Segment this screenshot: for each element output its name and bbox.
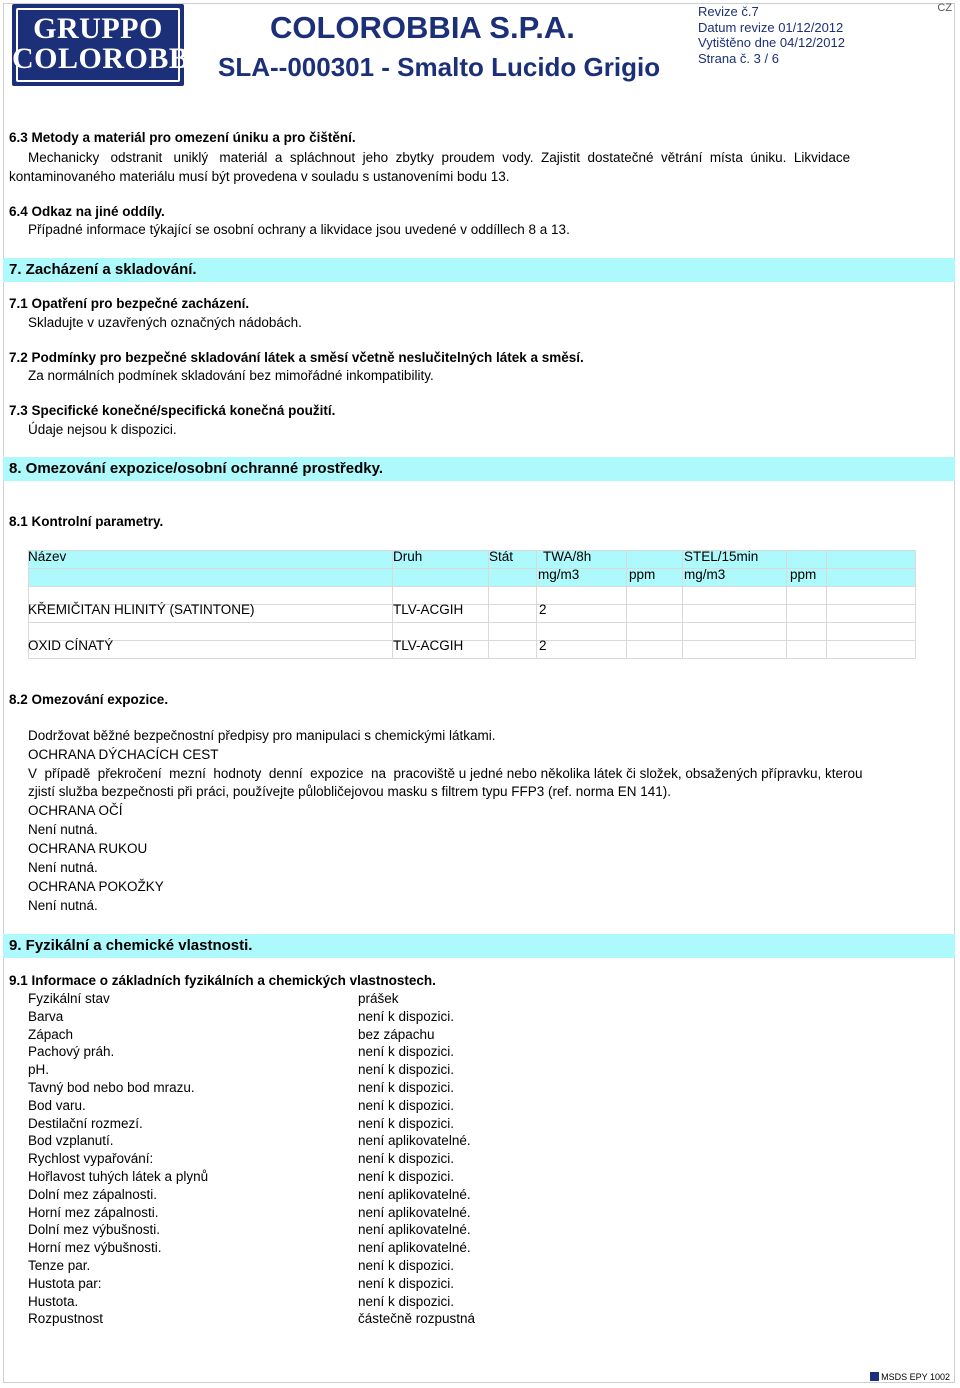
company-name: COLOROBBIA S.P.A. (270, 10, 575, 45)
property-name: Fyzikální stav (28, 991, 110, 1006)
col-header-type: Druh (393, 549, 423, 564)
table-row-1-value: 2 (539, 602, 547, 617)
property-value: není k dispozici. (358, 1151, 455, 1167)
property-name: Hořlavost tuhých látek a plynů (28, 1169, 209, 1184)
property-value: není k dispozici. (358, 1097, 455, 1113)
property-name: Hustota par: (28, 1275, 102, 1291)
table-row-2-value: 2 (539, 638, 547, 653)
logo-text-line1: GRUPPO (33, 12, 163, 45)
property-name: Rychlost vypařování: (28, 1151, 154, 1167)
col-header-stel: STEL/15min (684, 549, 759, 564)
table-row-2-type: TLV-ACGIH (393, 638, 464, 653)
section-8-2-skin-text: Není nutná. (28, 898, 98, 913)
col-header-mgm3-stel: mg/m3 (684, 567, 726, 582)
section-6-4-text: Případné informace týkající se osobní ochrany a likvidace jsou uvedené v oddíllech 8 a 13. (28, 222, 570, 237)
property-name: Bod varu. (28, 1097, 86, 1113)
section-8-2-hands-text: Není nutná. (28, 860, 98, 875)
property-name: Horní mez výbušnosti. (28, 1240, 162, 1256)
footer-label (870, 1372, 950, 1382)
company-logo (12, 4, 224, 86)
property-value: není k dispozici. (358, 1062, 455, 1078)
section-8-2-eyes-heading: OCHRANA OČÍ (28, 803, 123, 818)
section-6-3-title: 6.3 Metody a materiál pro omezení úniku a pro čištění. (9, 130, 356, 145)
property-value: není k dispozici. (358, 1044, 455, 1060)
section-9-1-title: 9.1 Informace o základních fyzikálních a chemických vlastnostech. (9, 973, 436, 988)
section-6-4-title: 6.4 Odkaz na jiné oddíly. (9, 204, 165, 219)
section-8-2-respiratory-heading: OCHRANA DÝCHACÍCH CEST (28, 747, 219, 762)
table-row-1-name: KŘEMIČITAN HLINITÝ (SATINTONE) (28, 602, 255, 617)
property-name: Dolní mez zápalnosti. (28, 1186, 158, 1202)
section-9-title: 9. Fyzikální a chemické vlastnosti. (9, 937, 253, 954)
property-value: není aplikovatelné. (358, 1133, 471, 1149)
logo-text-line2: COLOROBBIA (12, 42, 224, 75)
section-7-3-text: Údaje nejsou k dispozici. (28, 422, 177, 437)
section-8-2-eyes-text: Není nutná. (28, 822, 98, 837)
property-name: Pachový práh. (28, 1044, 115, 1060)
section-7-1-text: Skladujte v uzavřených označných nádobách. (28, 315, 302, 330)
property-value: není k dispozici. (358, 1115, 455, 1131)
property-name: Tenze par. (28, 1258, 91, 1273)
col-header-twa: TWA/8h (543, 549, 592, 564)
col-header-ppm-twa: ppm (629, 567, 656, 582)
property-value: není aplikovatelné. (358, 1186, 471, 1202)
product-title: SLA--000301 - Smalto Lucido Grigio (218, 52, 661, 82)
property-value: částečně rozpustná (358, 1311, 476, 1327)
property-name: Zápach (28, 1026, 74, 1042)
section-7-header (3, 258, 955, 282)
property-value: není k dispozici. (358, 1008, 455, 1024)
section-7-2-title: 7.2 Podmínky pro bezpečné skladování látek a směsí včetně neslučitelných látek a směsí. (9, 350, 584, 365)
msds-logo-icon (870, 1372, 879, 1381)
property-value: není k dispozici. (358, 1293, 455, 1309)
property-value: není k dispozici. (358, 1275, 455, 1291)
col-header-name: Název (28, 549, 67, 564)
property-name: Bod vzplanutí. (28, 1133, 114, 1149)
revision-date: Datum revize 01/12/2012 (698, 19, 844, 35)
section-7-1-title: 7.1 Opatření pro bezpečné zacházení. (9, 296, 250, 311)
section-8-2-hands-heading: OCHRANA RUKOU (28, 841, 148, 856)
col-header-state: Stát (489, 549, 514, 564)
property-value: není k dispozici. (358, 1258, 455, 1273)
table-row-1-type: TLV-ACGIH (393, 602, 464, 617)
section-7-title: 7. Zacházení a skladování. (9, 261, 197, 278)
property-name: Rozpustnost (28, 1311, 104, 1327)
property-value: není k dispozici. (358, 1080, 455, 1095)
property-name: Tavný bod nebo bod mrazu. (28, 1080, 195, 1095)
table-row-2-name: OXID CÍNATÝ (28, 638, 114, 653)
section-8-2-respiratory-text-line1: V případě překročení mezní hodnoty denní expozice na pracoviště u jedné nebo několika látek či složek, obsažených přípravku, kterou (28, 766, 863, 781)
footer-label-text: MSDS EPY 1002 (881, 1372, 950, 1382)
property-name: Destilační rozmezí. (28, 1115, 143, 1131)
property-value: není aplikovatelné. (358, 1240, 471, 1256)
page-number: Strana č. 3 / 6 (698, 50, 779, 66)
property-name: Horní mez zápalnosti. (28, 1204, 159, 1220)
col-header-mgm3-twa: mg/m3 (538, 567, 580, 582)
col-header-ppm-stel: ppm (790, 567, 817, 582)
section-8-1-title: 8.1 Kontrolní parametry. (9, 514, 164, 529)
section-8-title: 8. Omezování expozice/osobní ochranné prostředky. (9, 460, 383, 477)
property-value: prášek (358, 991, 399, 1006)
language-code: CZ (937, 2, 952, 14)
property-name: Barva (28, 1008, 64, 1024)
section-6-3-text-line2: kontaminovaného materiálu musí být provedena v souladu s ustanoveními bodu 13. (9, 169, 510, 184)
property-name: Dolní mez výbušnosti. (28, 1222, 161, 1238)
section-8-2-skin-heading: OCHRANA POKOŽKY (28, 879, 164, 894)
section-8-2-respiratory-text-line2: zjistí služba bezpečnosti při práci, používejte půlobličejovou masku s filtrem typu FFP3 (ref. norma EN 141). (28, 784, 672, 799)
section-7-2-text: Za normálních podmínek skladování bez mimořádné inkompatibility. (28, 368, 434, 383)
section-8-2-p1: Dodržovat běžné bezpečnostní předpisy pro manipulaci s chemickými látkami. (28, 728, 496, 743)
section-8-2-title: 8.2 Omezování expozice. (9, 692, 169, 707)
section-8-header (3, 457, 955, 481)
revision-number: Revize č.7 (698, 4, 759, 19)
property-value: bez zápachu (358, 1026, 435, 1042)
property-value: není aplikovatelné. (358, 1204, 471, 1220)
property-name: Hustota. (28, 1293, 79, 1309)
property-value: není aplikovatelné. (358, 1222, 471, 1238)
document-meta (698, 4, 845, 66)
section-9-header (3, 934, 955, 958)
section-7-3-title: 7.3 Specifické konečné/specifická konečná použití. (9, 403, 336, 418)
property-name: pH. (28, 1062, 50, 1078)
section-6-3-text-line1: Mechanicky odstranit uniklý materiál a spláchnout jeho zbytky proudem vody. Zajistit dostatečné větrání místa úniku. Likvidace (28, 150, 851, 165)
property-value: není k dispozici. (358, 1169, 455, 1184)
print-date: Vytištěno dne 04/12/2012 (698, 35, 845, 50)
